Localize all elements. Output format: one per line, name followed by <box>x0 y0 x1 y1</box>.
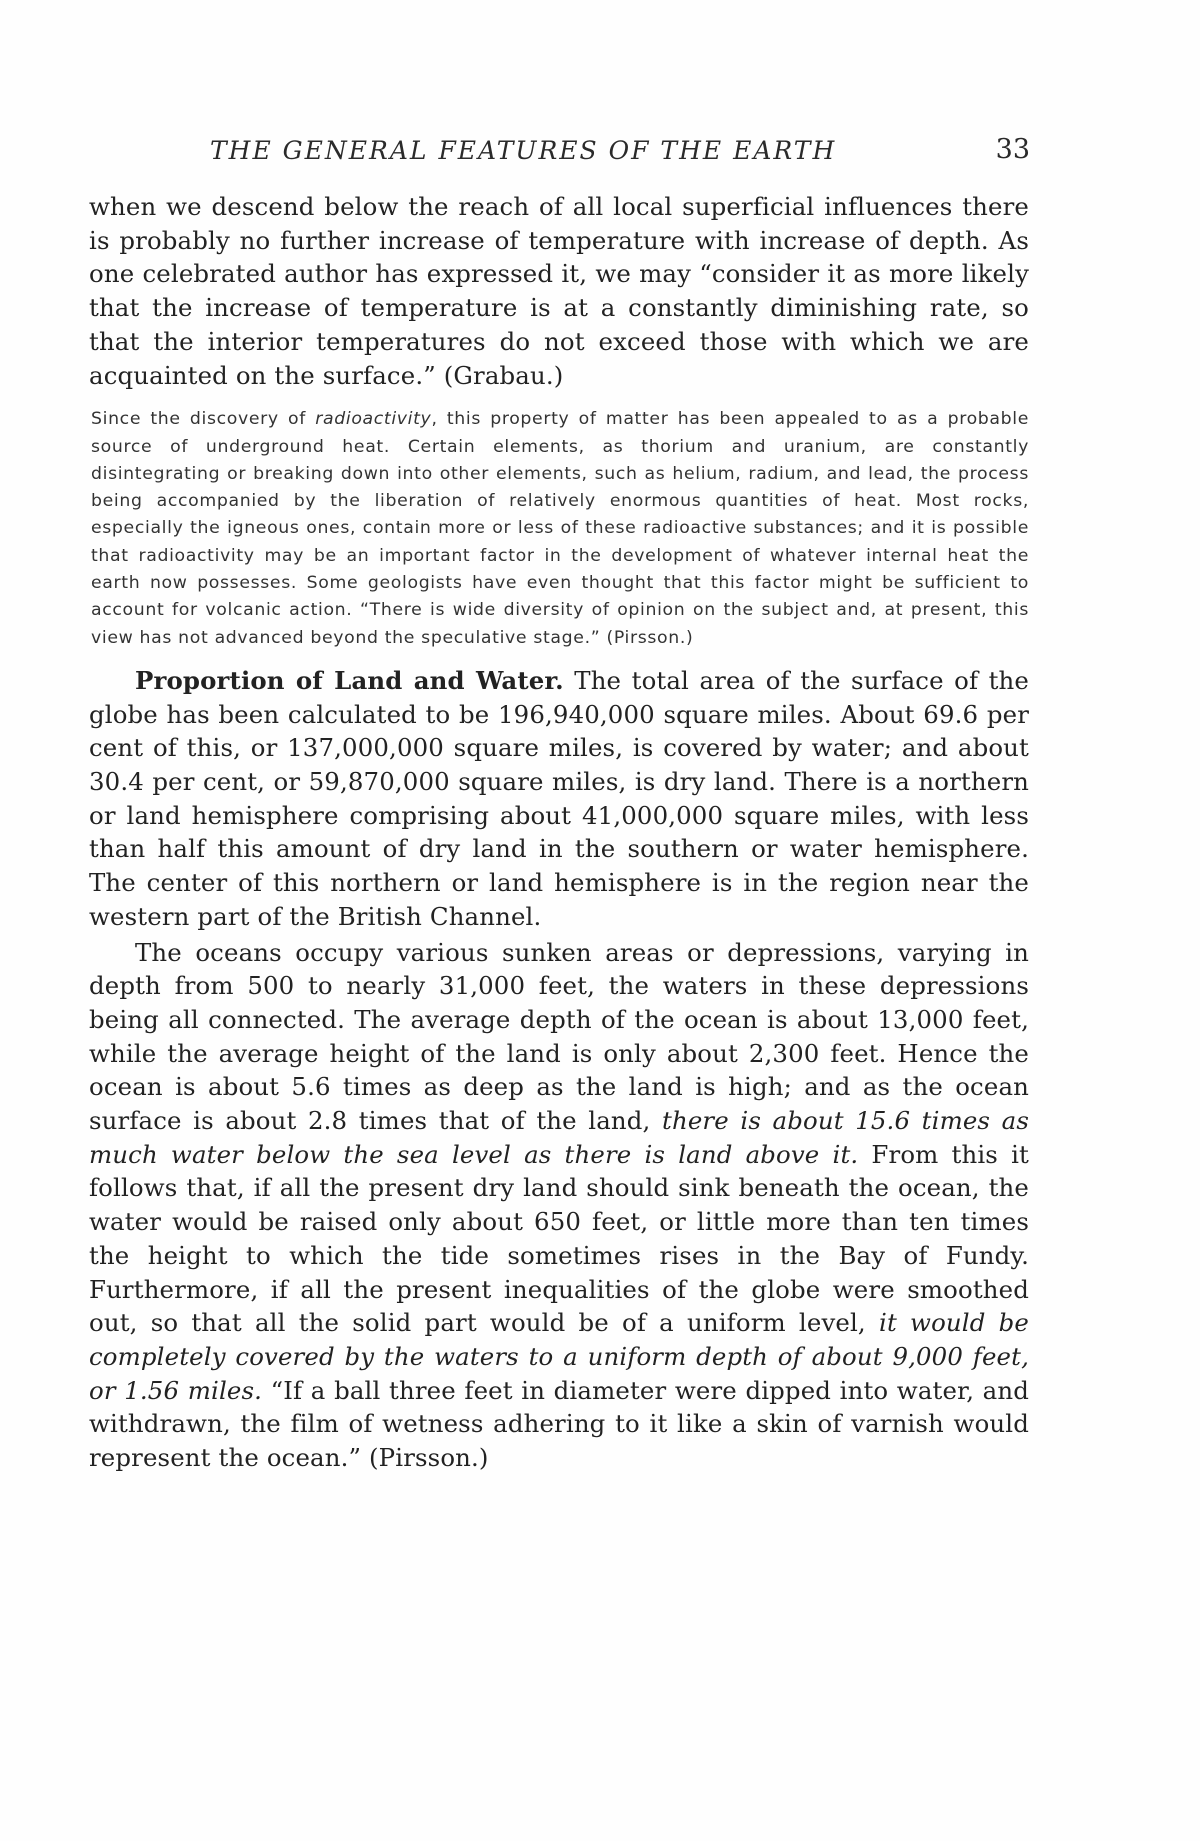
note-text-rest: , this property of matter has been appealed to as a probable source of underground heat. Certain elements, as thorium and uranium, are constantly disintegrating or breaking down into other elements, such as helium, radium, and lead, the process being accompanied by the liberation of relatively enormous quantities of heat. Most rocks, especially the igneous ones, contain more or less of these radioactive substances; and it is possible that radioactivity may be an important factor in the development of whatever internal heat the earth now possesses. Some geologists have even thought that this factor might be sufficient to account for volcanic action. “There is wide diversity of opinion on the subject and, at present, this view has not advanced beyond the speculative stage.” (Pirsson.) <box>91 409 1029 648</box>
oceans-italic-2: it would be completely covered by the waters to a uniform depth of about 9,000 feet, or 1.56 miles. <box>89 1308 1029 1405</box>
land-water-text: The total area of the surface of the globe has been calculated to be 196,940,000 square miles. About 69.6 per cent of this, or 137,000,000 square miles, is covered by water; and about 30.4 per cent, or 59,870,000 square miles, is dry land. There is a northern or land hemisphere comprising about 41,000,000 square miles, with less than half this amount of dry land in the southern or water hemisphere. The center of this northern or land hemisphere is in the region near the western part of the British Channel. <box>89 665 1029 931</box>
note-term-radioactivity: radioactivity <box>315 409 432 430</box>
page-number: 33 <box>995 134 1030 165</box>
section-heading-land-water: Proportion of Land and Water. <box>135 665 564 695</box>
oceans-italic-1: there is about 15.6 times as much water below the sea level as there is land above it. <box>89 1106 1030 1169</box>
oceans-text-2: From this it follows that, if all the present dry land should sink beneath the ocean, the water would be raised only about 650 feet, or little more than ten times the height to which the tide sometimes rises in the Bay of Fundy. Furthermore, if all the present inequalities of the globe were smoothed out, so that all the solid part would be of a uniform level, <box>89 1139 1029 1338</box>
paragraph-land-water <box>89 664 1029 934</box>
body-text <box>89 190 1029 1475</box>
oceans-text-3: “If a ball three feet in diameter were dipped into water, and withdrawn, the film of wetness adhering to it like a skin of varnish would represent the ocean.” (Pirsson.) <box>89 1375 1029 1473</box>
paragraph-oceans <box>89 936 1029 1475</box>
running-head <box>210 136 1030 172</box>
note-text-start: Since the discovery of <box>91 409 316 430</box>
note-radioactivity <box>89 406 1029 652</box>
oceans-text-1: The oceans occupy various sunken areas or depressions, varying in depth from 500 to nearly 31,000 feet, the waters in these depressions being all connected. The average depth of the ocean is about 13,000 feet, while the average height of the land is only about 2,300 feet. Hence the ocean is about 5.6 times as deep as the land is high; and as the ocean surface is about 2.8 times that of the land, <box>89 937 1029 1136</box>
running-title: THE GENERAL FEATURES OF THE EARTH <box>210 136 837 165</box>
paragraph-temperature-depth: when we descend below the reach of all local superficial influences there is probably no further increase of temperature with increase of depth. As one celebrated author has expressed it, we may “consider it as more likely that the increase of temperature is at a constantly diminishing rate, so that the interior temperatures do not exceed those with which we are acquainted on the surface.” (Grabau.) <box>89 192 1029 390</box>
